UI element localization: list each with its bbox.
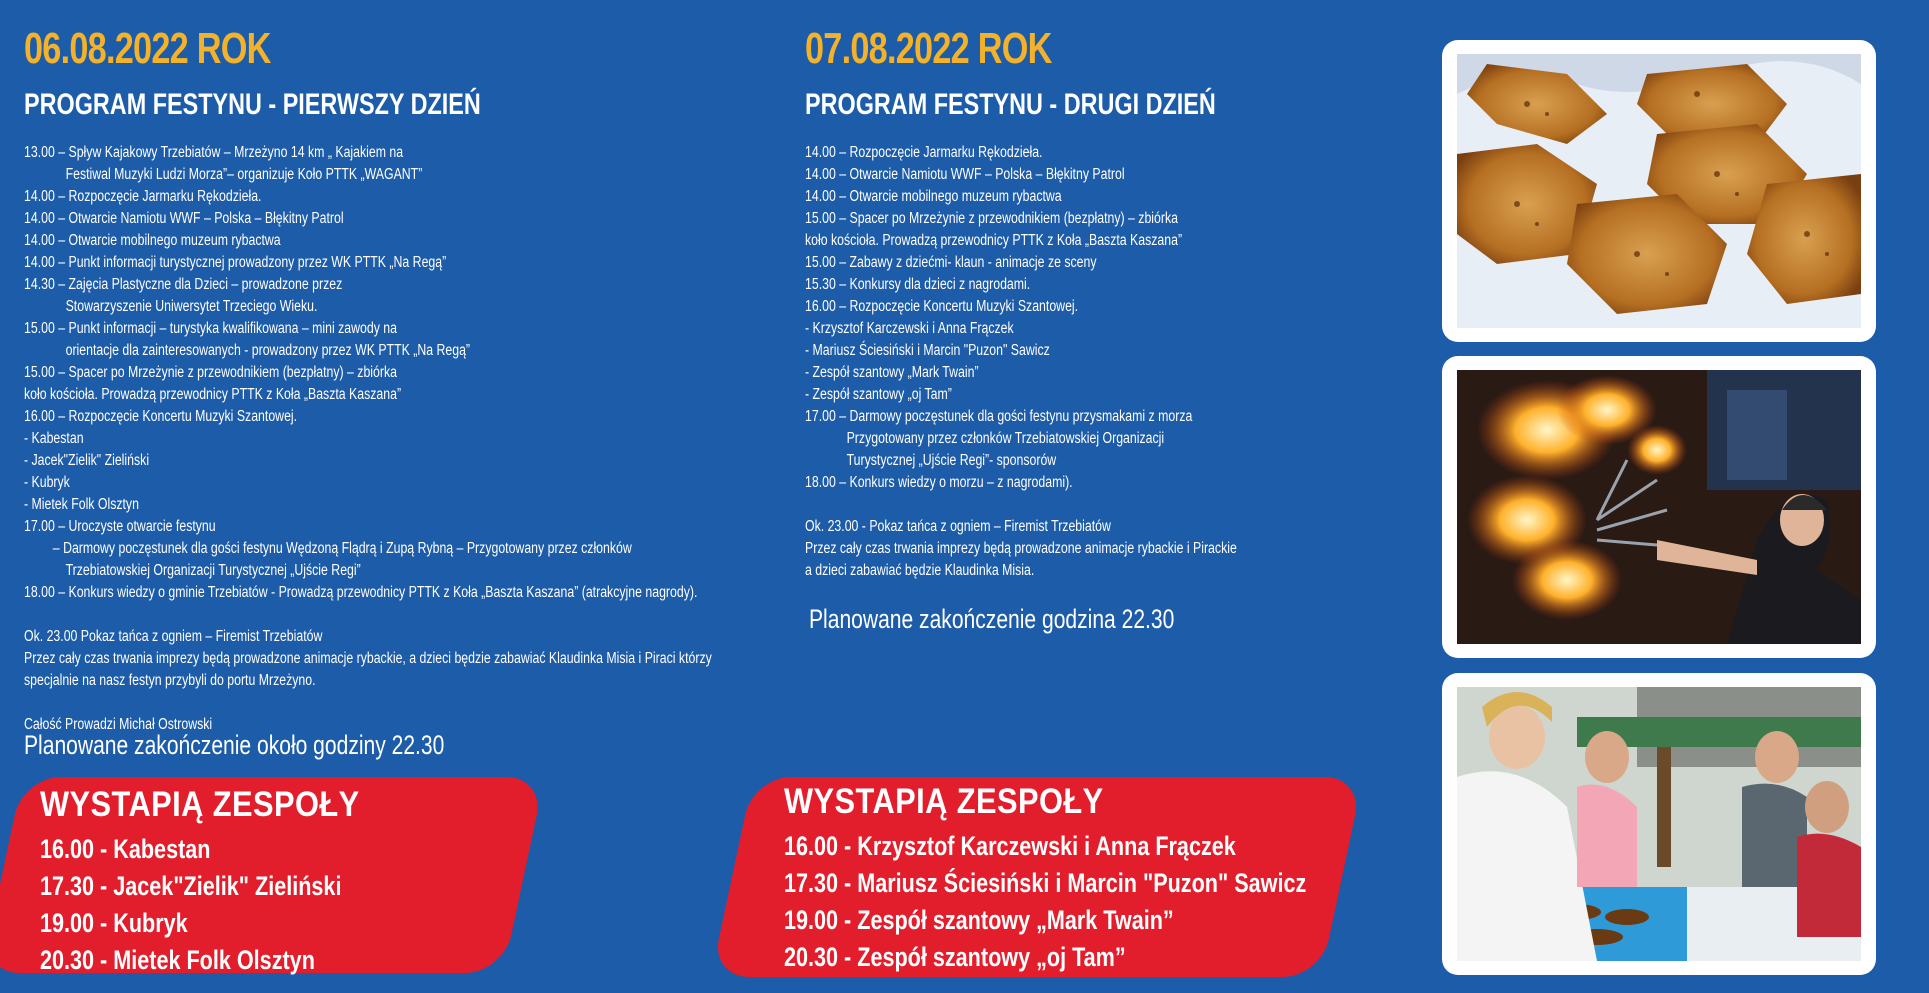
- day1-bands: [40, 785, 417, 979]
- program-line: 15.00 – Spacer po Mrzeżynie z przewodnikiem (bezpłatny) – zbiórka: [805, 210, 1178, 227]
- program-line: 15.30 – Konkursy dla dzieci z nagrodami.: [805, 276, 1031, 293]
- day2-bands: [784, 782, 1437, 976]
- day2-heading: PROGRAM FESTYNU - DRUGI DZIEŃ: [805, 88, 1216, 121]
- band-row: 19.00 - Kubryk: [40, 908, 188, 938]
- day1-bands-title: WYSTAPIĄ ZESPOŁY: [40, 785, 360, 824]
- band-row: 20.30 - Zespół szantowy „oj Tam”: [784, 942, 1126, 972]
- band-row: 17.30 - Mariusz Ściesiński i Marcin "Puzon" Sawicz: [784, 868, 1307, 898]
- program-line: - Mariusz Ściesiński i Marcin "Puzon" Sawicz: [805, 342, 1050, 359]
- program-line: Turystycznej „Ujście Regi”- sponsorów: [846, 452, 1057, 469]
- day1-closing-time: Planowane zakończenie około godziny 22.30: [24, 730, 445, 760]
- program-line: 18.00 – Konkurs wiedzy o morzu – z nagrodami).: [805, 474, 1073, 491]
- program-line: 15.00 – Spacer po Mrzeżynie z przewodnikiem (bezpłatny) – zbiórka: [24, 364, 397, 381]
- program-line: - Mietek Folk Olsztyn: [24, 496, 139, 513]
- day2-date: 07.08.2022 ROK: [805, 24, 1052, 73]
- program-line: - Zespół szantowy „Mark Twain”: [805, 364, 979, 381]
- smoked-flounder-photo: [1457, 54, 1861, 328]
- program-line: – Darmowy poczęstunek dla gości festynu Wędzoną Flądrą i Zupą Rybną – Przygotowany przez członków: [52, 540, 632, 557]
- program-line: Przez cały czas trwania imprezy będą prowadzone animacje rybackie i Pirackie: [805, 540, 1237, 557]
- program-line: koło kościoła. Prowadzą przewodnicy PTTK z Koła „Baszta Kaszana”: [805, 232, 1183, 249]
- program-line: - Jacek"Zielik" Zieliński: [24, 452, 150, 469]
- program-line: - Zespół szantowy „oj Tam”: [805, 386, 952, 403]
- program-line: 18.00 – Konkurs wiedzy o gminie Trzebiatów - Prowadzą przewodnicy PTTK z Koła „Baszta Kaszana” (atrakcyjne nagrody).: [24, 584, 698, 601]
- day1-date: 06.08.2022 ROK: [24, 24, 271, 73]
- program-line: 16.00 – Rozpoczęcie Koncertu Muzyki Szantowej.: [24, 408, 298, 425]
- day1-heading: PROGRAM FESTYNU - PIERWSZY DZIEŃ: [24, 88, 481, 121]
- program-line: a dzieci zabawiać będzie Klaudinka Misia.: [805, 562, 1035, 579]
- program-line: 14.00 – Otwarcie mobilnego muzeum rybactwa: [805, 188, 1062, 205]
- program-line: specjalnie na nasz festyn przybyli do portu Mrzeżyno.: [24, 672, 316, 689]
- program-line: 13.00 – Spływ Kajakowy Trzebiatów – Mrzeżyno 14 km „ Kajakiem na: [24, 144, 404, 161]
- fish-serving-photo: [1457, 687, 1861, 961]
- photo-frame-serving: [1442, 673, 1876, 975]
- program-line: Przez cały czas trwania imprezy będą prowadzone animacje rybackie, a dzieci będzie zabawiać Klaudinka Misia i Piraci którzy: [24, 650, 712, 667]
- program-line: 14.00 – Otwarcie Namiotu WWF – Polska – Błękitny Patrol: [24, 210, 344, 227]
- program-line: 14.00 – Rozpoczęcie Jarmarku Rękodzieła.: [805, 144, 1043, 161]
- band-row: 20.30 - Mietek Folk Olsztyn: [40, 945, 315, 975]
- program-line: - Kubryk: [24, 474, 70, 491]
- program-line: Stowarzyszenie Uniwersytet Trzeciego Wieku.: [65, 298, 318, 315]
- program-line: Przygotowany przez członków Trzebiatowskiej Organizacji: [846, 430, 1165, 447]
- program-line: - Krzysztof Karczewski i Anna Frączek: [805, 320, 1014, 337]
- program-line: 14.00 – Otwarcie mobilnego muzeum rybactwa: [24, 232, 281, 249]
- photo-frame-fire: [1442, 356, 1876, 658]
- day2-bands-title: WYSTAPIĄ ZESPOŁY: [784, 782, 1104, 821]
- band-row: 16.00 - Krzysztof Karczewski i Anna Frączek: [784, 831, 1236, 861]
- program-line: 14.30 – Zajęcia Plastyczne dla Dzieci – prowadzone przez: [24, 276, 343, 293]
- band-row: 17.30 - Jacek"Zielik" Zieliński: [40, 871, 342, 901]
- program-line: Całość Prowadzi Michał Ostrowski: [24, 716, 213, 733]
- program-line: Trzebiatowskiej Organizacji Turystycznej „Ujście Regi”: [65, 562, 361, 579]
- fire-dancer-photo: [1457, 370, 1861, 644]
- program-line: Ok. 23.00 Pokaz tańca z ogniem – Firemist Trzebiatów: [24, 628, 323, 645]
- program-line: orientacje dla zainteresowanych - prowadzony przez WK PTTK „Na Regą”: [65, 342, 471, 359]
- program-line: 17.00 – Uroczyste otwarcie festynu: [24, 518, 216, 535]
- program-line: Festiwal Muzyki Ludzi Morza”– organizuje Koło PTTK „WAGANT”: [65, 166, 423, 183]
- program-line: 15.00 – Punkt informacji – turystyka kwalifikowana – mini zawody na: [24, 320, 397, 337]
- program-line: 15.00 – Zabawy z dziećmi- klaun - animacje ze sceny: [805, 254, 1097, 271]
- band-row: 19.00 - Zespół szantowy „Mark Twain”: [784, 905, 1174, 935]
- day2-program: [805, 142, 1237, 582]
- program-line: 14.00 – Otwarcie Namiotu WWF – Polska – Błękitny Patrol: [805, 166, 1125, 183]
- program-line: - Kabestan: [24, 430, 84, 447]
- program-line: koło kościoła. Prowadzą przewodnicy PTTK z Koła „Baszta Kaszana”: [24, 386, 402, 403]
- band-row: 16.00 - Kabestan: [40, 834, 211, 864]
- program-line: 14.00 – Rozpoczęcie Jarmarku Rękodzieła.: [24, 188, 262, 205]
- program-line: 14.00 – Punkt informacji turystycznej prowadzony przez WK PTTK „Na Regą”: [24, 254, 447, 271]
- day2-closing-time: Planowane zakończenie godzina 22.30: [809, 604, 1175, 634]
- program-line: 17.00 – Darmowy poczęstunek dla gości festynu przysmakami z morza: [805, 408, 1193, 425]
- program-line: Ok. 23.00 - Pokaz tańca z ogniem – Firemist Trzebiatów: [805, 518, 1111, 535]
- photo-frame-flounder: [1442, 40, 1876, 342]
- day1-program: [24, 142, 712, 736]
- program-line: 16.00 – Rozpoczęcie Koncertu Muzyki Szantowej.: [805, 298, 1079, 315]
